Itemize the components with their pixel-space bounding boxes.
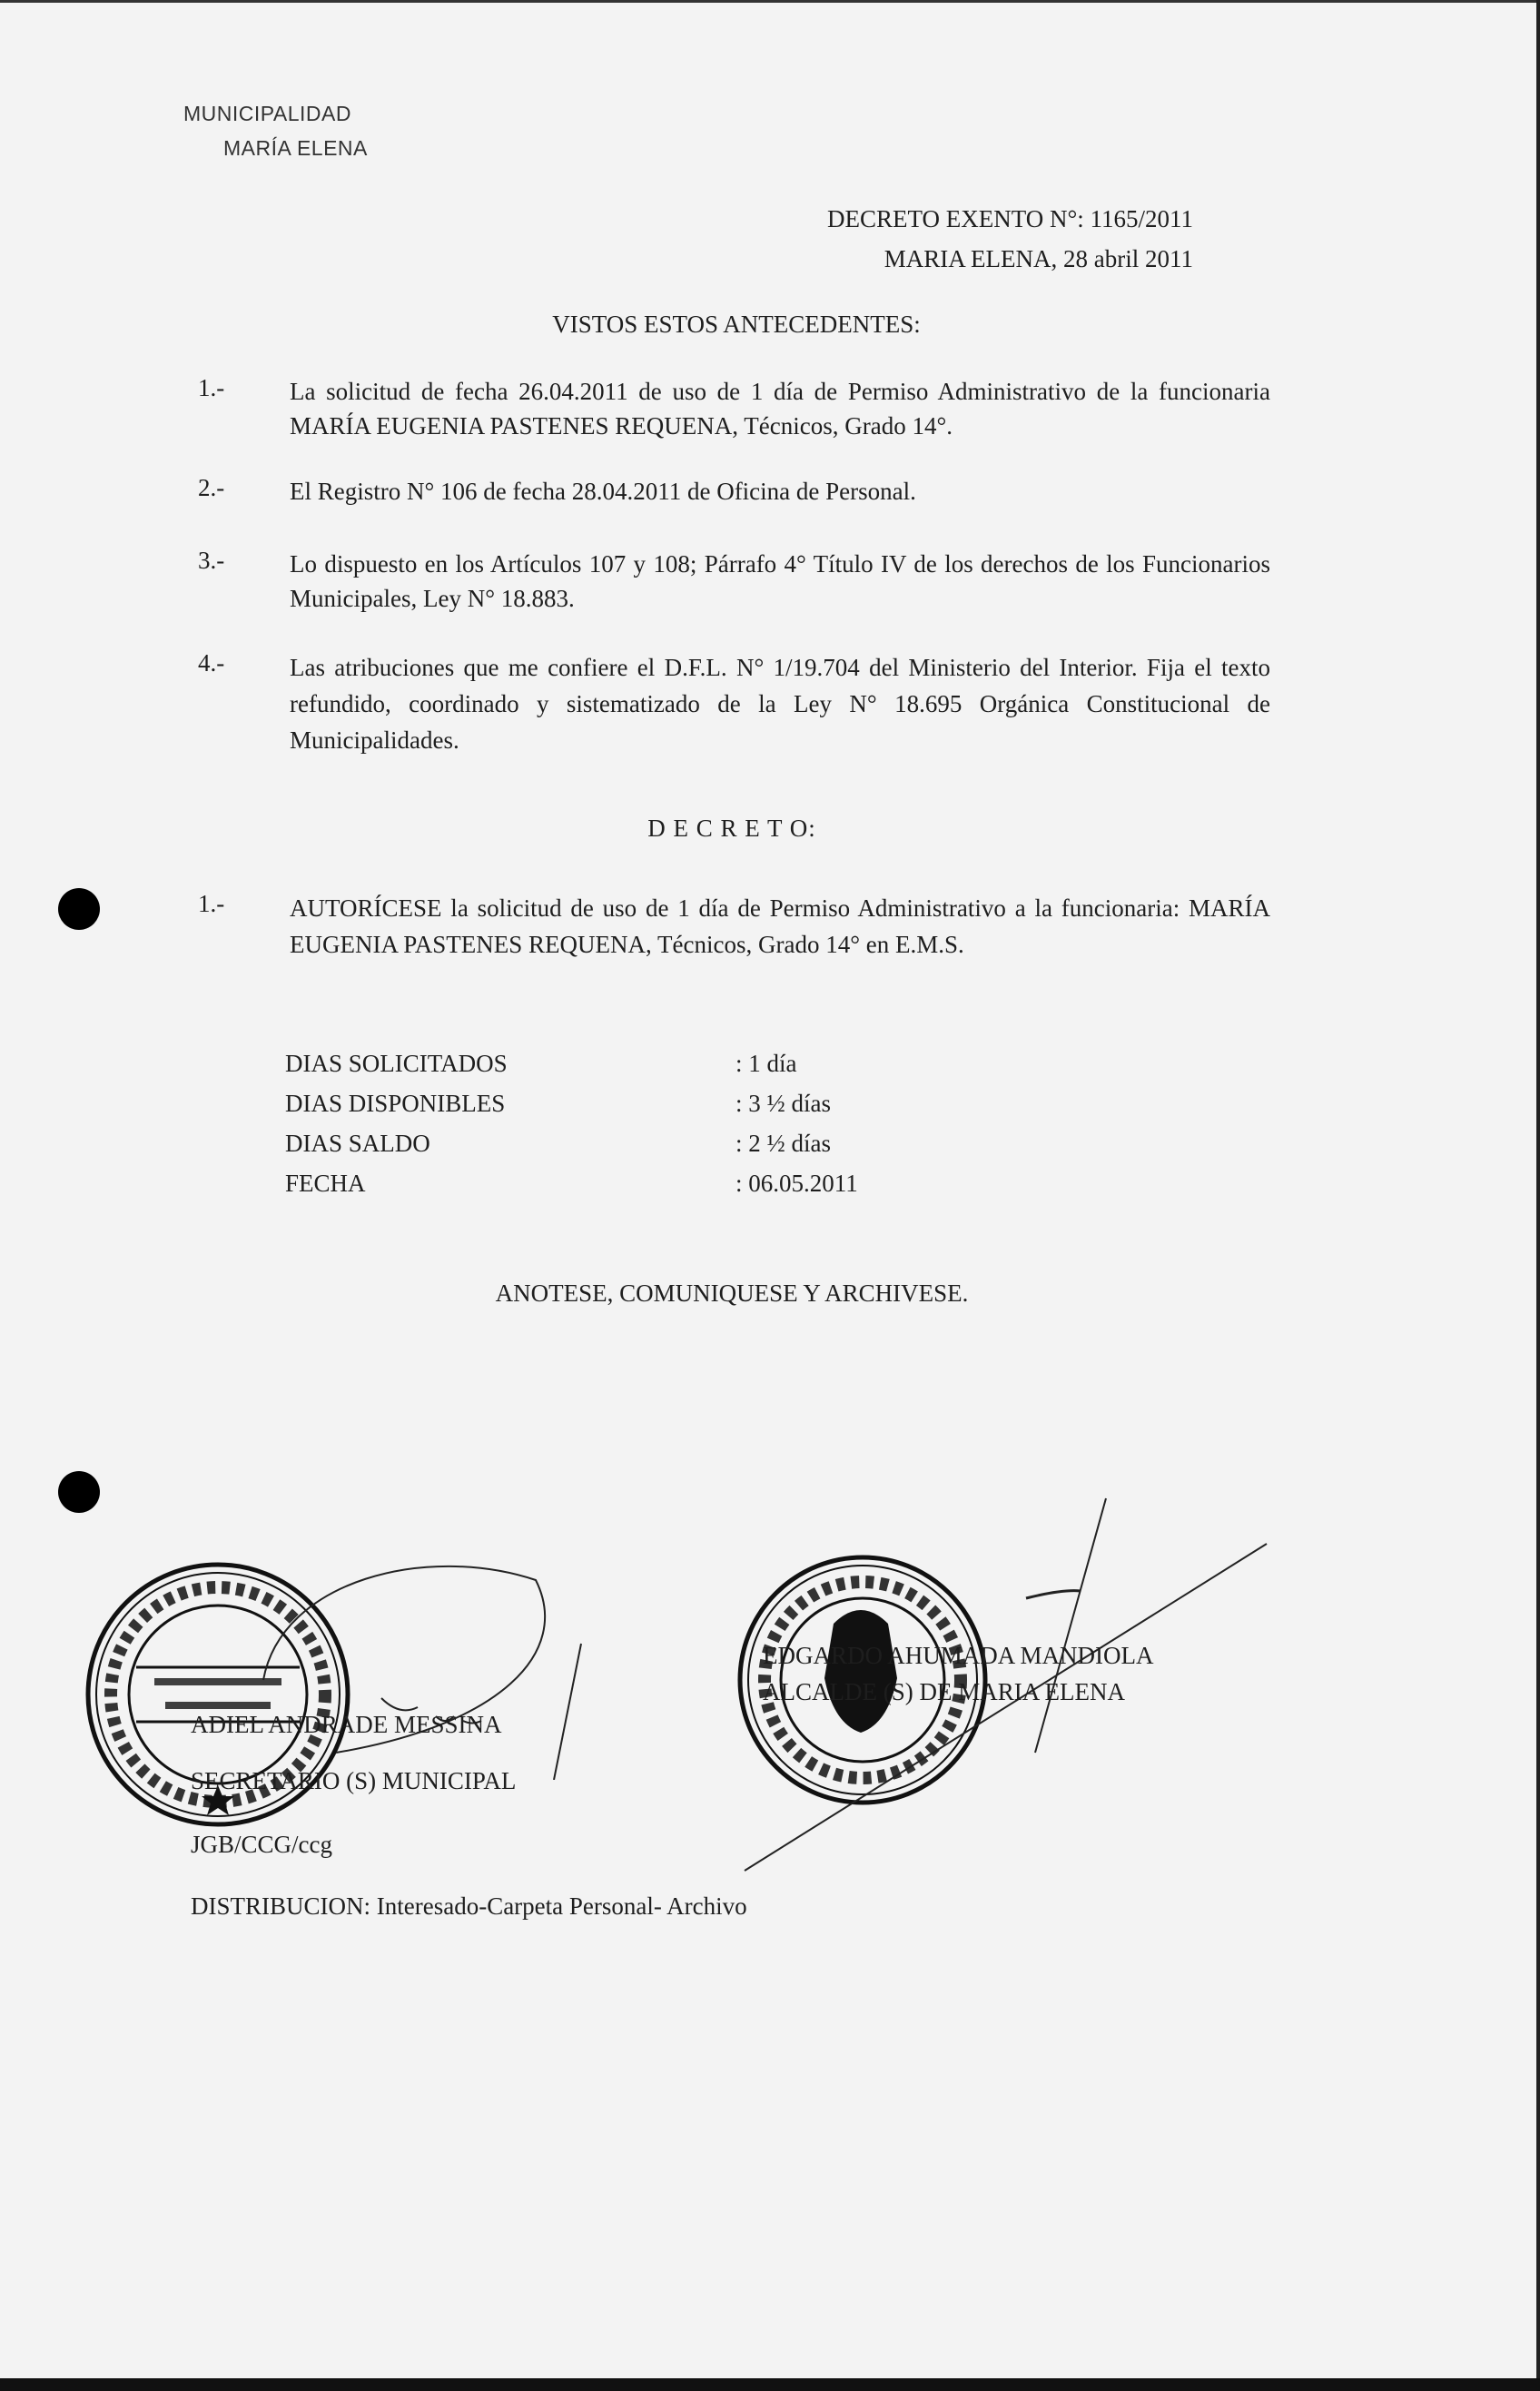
decreto-number: 1.- [198,890,225,917]
header-town: MARÍA ELENA [223,136,368,160]
detail-label: DIAS SOLICITADOS [285,1050,508,1077]
punch-hole [58,1471,100,1513]
scan-edge-top [0,0,1540,3]
decree-number-value: 1165/2011 [1090,205,1193,232]
detail-value: : 1 día [735,1050,797,1077]
detail-value: : 06.05.2011 [735,1170,858,1197]
decree-number-label: DECRETO EXENTO N°: [826,205,1084,232]
closing-formula: ANOTESE, COMUNIQUESE Y ARCHIVESE. [495,1279,969,1307]
initials: JGB/CCG/ccg [191,1831,333,1858]
decreto-body: la solicitud de uso de 1 día de Permiso Administrativo a la funcionaria: MARÍA EUGENIA PASTENES REQUENA, Técnicos, Grado 14° en E.M.S. [290,894,1270,958]
decreto-title: D E C R E T O: [647,815,816,842]
detail-row [285,1090,858,1130]
decree-number [827,202,1193,236]
detail-label: DIAS SALDO [285,1130,430,1157]
visto-number: 4.- [198,649,225,677]
details-table [285,1050,858,1210]
distribution: DISTRIBUCION: Interesado-Carpeta Personal- Archivo [191,1892,747,1920]
detail-row [285,1050,858,1090]
visto-text: La solicitud de fecha 26.04.2011 de uso de 1 día de Permiso Administrativo de la funcionaria MARÍA EUGENIA PASTENES REQUENA, Técnicos, Grado 14°. [290,378,1270,440]
punch-hole [58,888,100,930]
place-date: MARIA ELENA, 28 abril 2011 [884,245,1193,272]
detail-label: DIAS DISPONIBLES [285,1090,506,1117]
vistos-title: VISTOS ESTOS ANTECEDENTES: [552,311,921,338]
scan-edge-right [1536,0,1540,2391]
header-municipality: MUNICIPALIDAD [183,102,351,125]
detail-row [285,1130,858,1170]
decreto-verb: AUTORÍCESE [290,894,442,922]
right-signer-title: ALCALDE (S) DE MARIA ELENA [763,1678,1125,1705]
right-signer-name: EDGARDO AHUMADA MANDIOLA [763,1642,1154,1669]
detail-label: FECHA [285,1170,366,1197]
visto-text: Las atribuciones que me confiere el D.F.L. N° 1/19.704 del Ministerio del Interior. Fija el texto refundido, coordinado y sistematizado de la Ley N° 18.695 Orgánica Constitucional de Municipalidades. [290,654,1270,754]
detail-value: : 3 ½ días [735,1090,831,1117]
visto-number: 3.- [198,547,225,574]
visto-number: 1.- [198,374,225,401]
left-signer-title: SECRETARIO (S) MUNICIPAL [191,1767,517,1794]
visto-text: Lo dispuesto en los Artículos 107 y 108; Párrafo 4° Título IV de los derechos de los Funcionarios Municipales, Ley N° 18.883. [290,550,1270,612]
scan-edge-bottom [0,2378,1540,2391]
left-signer-name: ADIEL ANDRADE MESSINA [191,1711,502,1738]
decreto-text [290,890,1270,963]
visto-text: El Registro N° 106 de fecha 28.04.2011 de Oficina de Personal. [290,478,916,505]
visto-number: 2.- [198,474,225,501]
detail-row [285,1170,858,1210]
detail-value: : 2 ½ días [735,1130,831,1157]
left-signature [227,1544,608,1780]
